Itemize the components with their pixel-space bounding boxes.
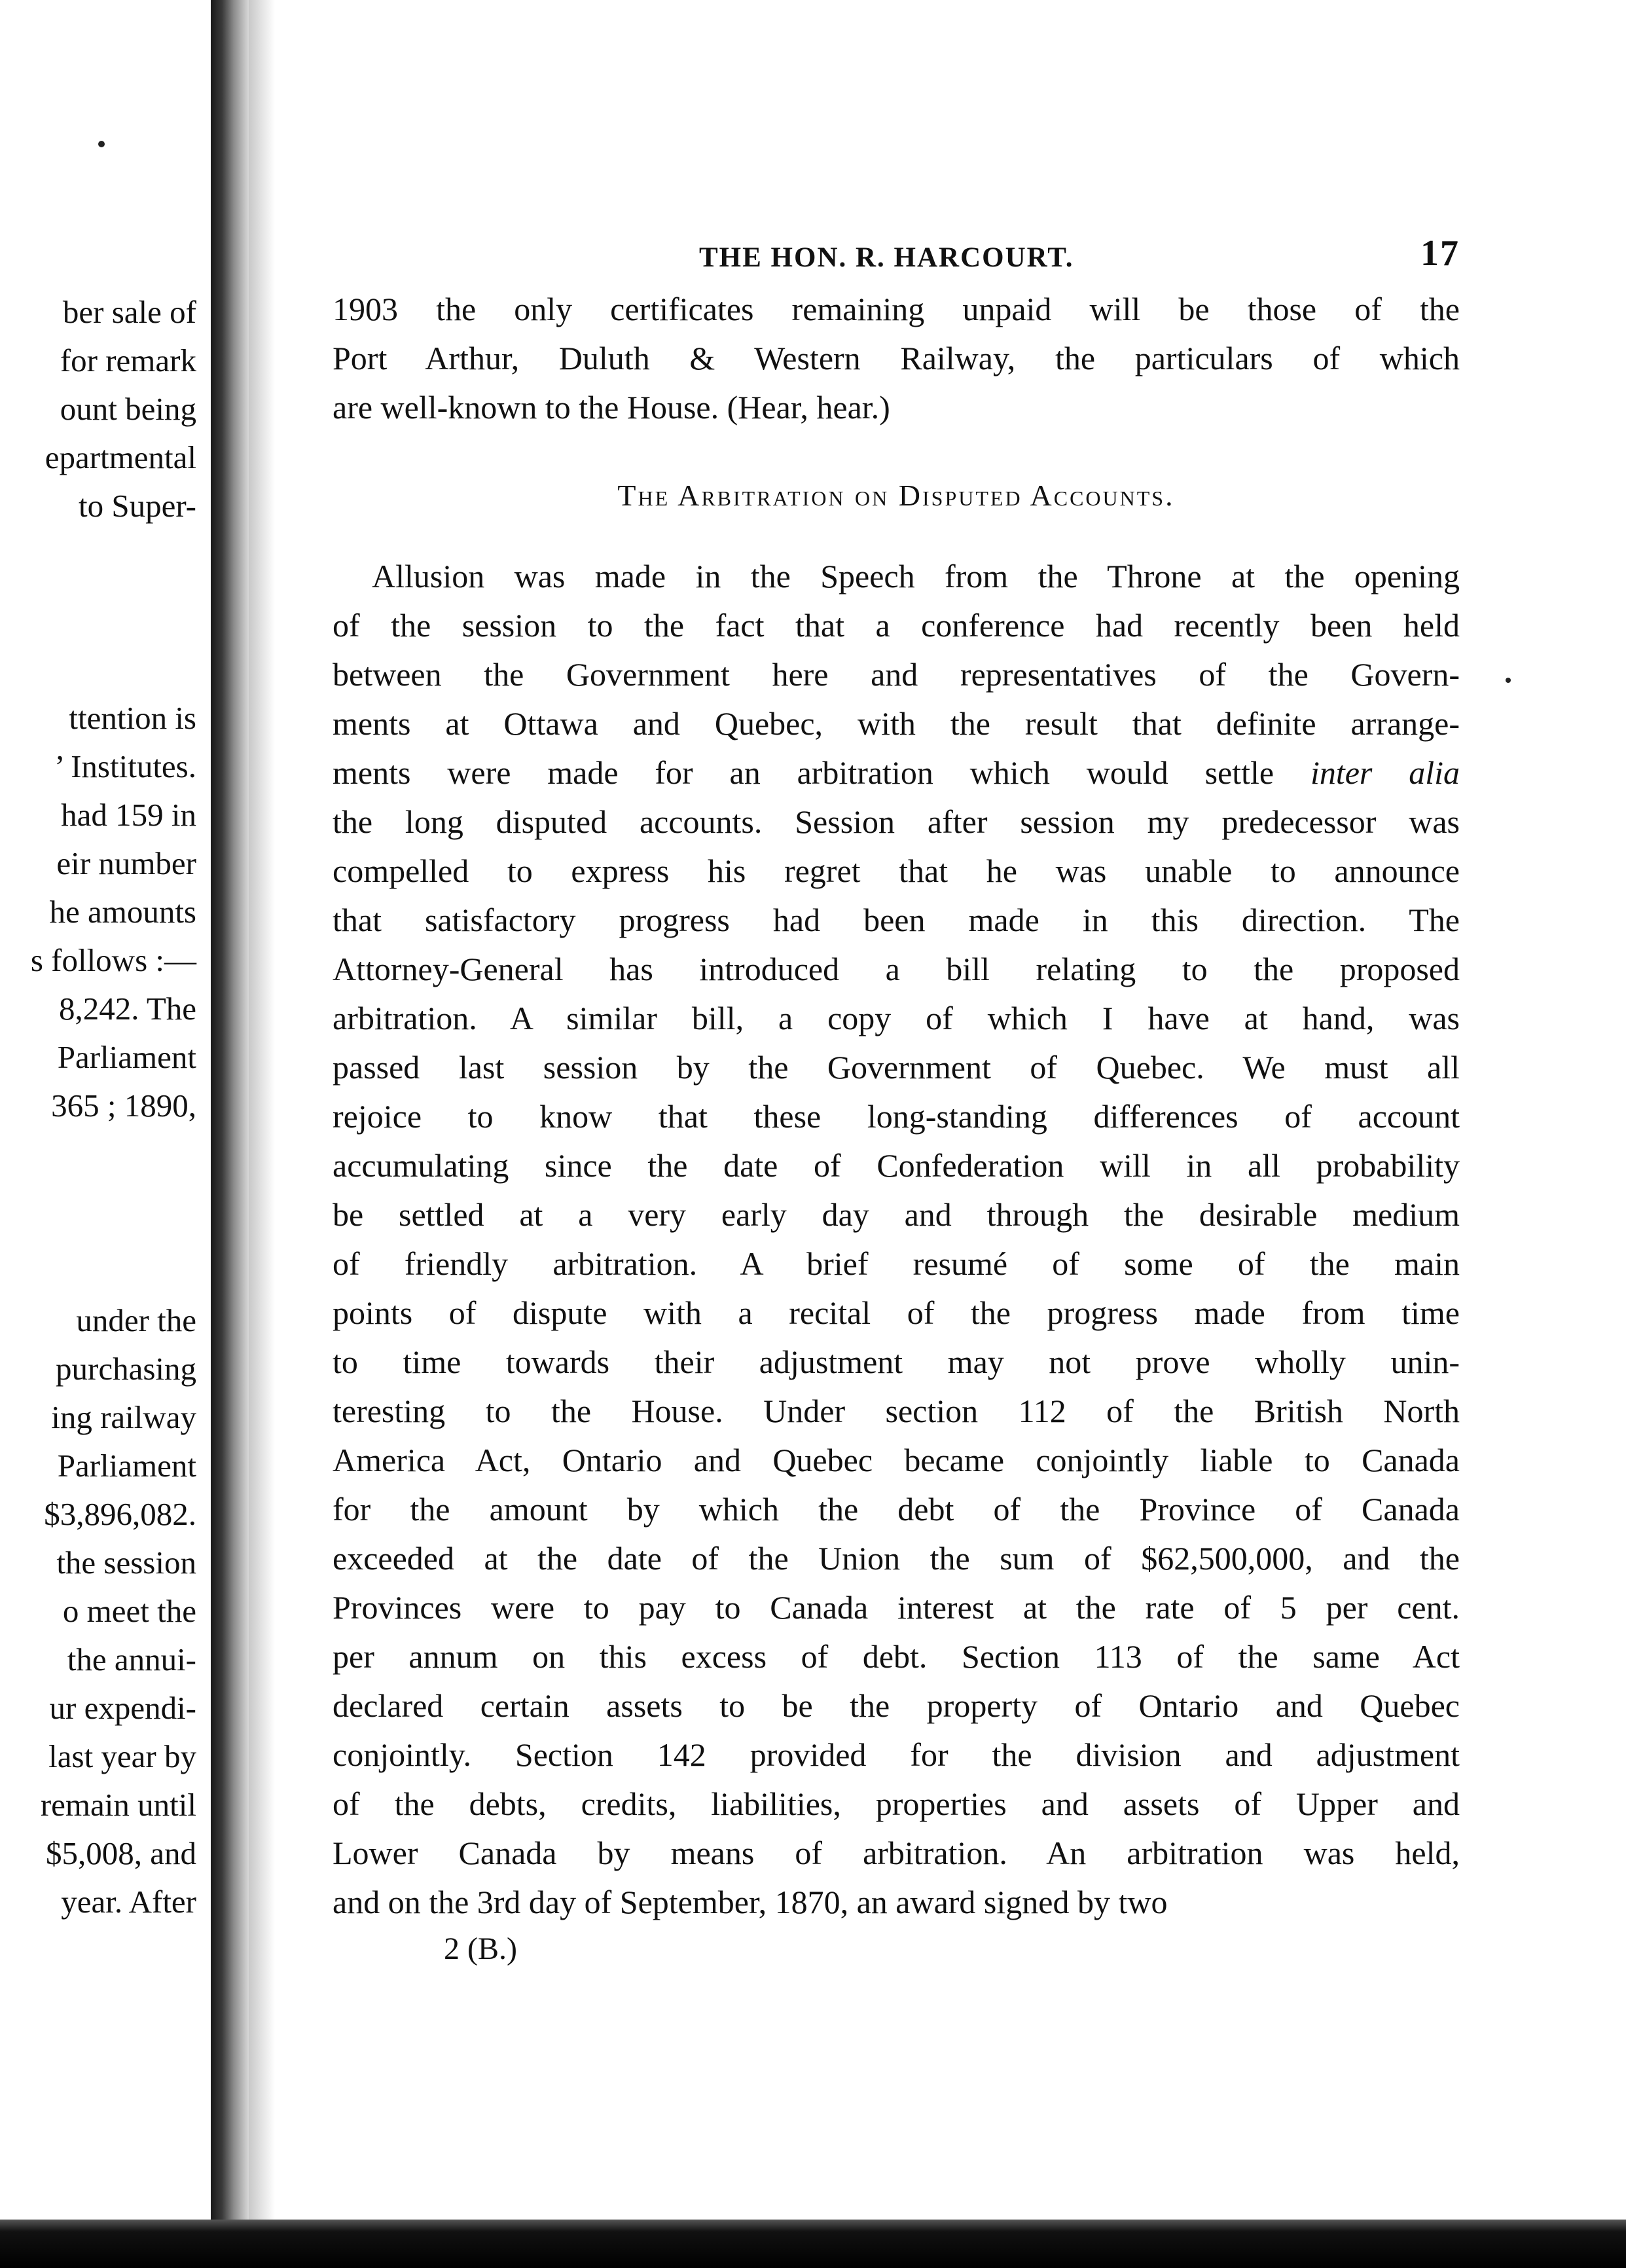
- text-line: rejoice to know that these long-standing differences of account: [333, 1098, 1460, 1135]
- facing-page-line: he amounts: [49, 894, 196, 930]
- facing-page-line: to Super-: [78, 488, 196, 524]
- page-number: 17: [1420, 233, 1460, 274]
- text-line: and on the 3rd day of September, 1870, an award signed by two: [333, 1884, 1168, 1920]
- facing-page-line: purchasing: [56, 1351, 196, 1387]
- facing-page-line: Parliament: [57, 1039, 196, 1075]
- text-line: are well-known to the House. (Hear, hear.): [333, 389, 890, 426]
- running-title: THE HON. R. HARCOURT.: [699, 242, 1074, 273]
- facing-page-line: Parliament: [57, 1448, 196, 1484]
- gutter-shading: [249, 0, 275, 2268]
- text-line: be settled at a very early day and through the desirable medium: [333, 1196, 1460, 1233]
- facing-page-line: o meet the: [62, 1593, 196, 1629]
- text-line: the long disputed accounts. Session after session my predecessor was: [333, 803, 1460, 840]
- text-line: of friendly arbitration. A brief resumé of some of the main: [333, 1245, 1460, 1282]
- text-line: per annum on this excess of debt. Section 113 of the same Act: [333, 1638, 1460, 1675]
- facing-page-line: ount being: [60, 391, 196, 427]
- speck-mark: [98, 141, 105, 147]
- text-line: ments at Ottawa and Quebec, with the result that definite arrange-: [333, 705, 1460, 742]
- facing-page-line: the session: [56, 1545, 196, 1581]
- text-line: 1903 the only certificates remaining unpaid will be those of the: [333, 291, 1460, 327]
- text-line: compelled to express his regret that he was unable to announce: [333, 852, 1460, 889]
- text-line: ments were made for an arbitration which would settle inter alia: [333, 754, 1460, 791]
- text-line: passed last session by the Government of Quebec. We must all: [333, 1049, 1460, 1086]
- facing-page-line: for remark: [60, 342, 196, 378]
- facing-page-line: ttention is: [69, 700, 196, 736]
- facing-page-line: $5,008, and: [46, 1835, 196, 1871]
- facing-page-line: year. After: [61, 1884, 196, 1920]
- text-line: conjointly. Section 142 provided for the division and adjustment: [333, 1736, 1460, 1773]
- intro-paragraph: [333, 285, 1460, 432]
- facing-page-line: ur expendi-: [49, 1690, 196, 1726]
- text-line: exceeded at the date of the Union the sum of $62,500,000, and the: [333, 1540, 1460, 1577]
- facing-page-line: epartmental: [45, 439, 196, 475]
- text-line: between the Government here and representatives of the Govern-: [333, 656, 1460, 693]
- signature-mark: 2 (B.): [444, 1931, 517, 1966]
- facing-page-line: ber sale of: [62, 294, 196, 330]
- text-line: declared certain assets to be the property of Ontario and Quebec: [333, 1687, 1460, 1724]
- text-line: Allusion was made in the Speech from the Throne at the opening: [372, 558, 1460, 594]
- text-line: that satisfactory progress had been made in this direction. The: [333, 902, 1460, 938]
- text-line: accumulating since the date of Confederation will in all probability: [333, 1147, 1460, 1184]
- facing-page-line: 365 ; 1890,: [51, 1088, 196, 1124]
- speck-mark: [1506, 678, 1511, 683]
- body-paragraph: [333, 552, 1460, 1927]
- text-line: points of dispute with a recital of the progress made from time: [333, 1294, 1460, 1331]
- facing-page-line: 8,242. The: [58, 991, 196, 1027]
- facing-page-line: remain until: [40, 1787, 196, 1823]
- text-line: arbitration. A similar bill, a copy of which I have at hand, was: [333, 1000, 1460, 1036]
- text-line: of the session to the fact that a conference had recently been held: [333, 607, 1460, 644]
- text-line: teresting to the House. Under section 112 of the British North: [333, 1393, 1460, 1429]
- section-heading: The Arbitration on Disputed Accounts.: [617, 479, 1175, 512]
- facing-page-line: ’ Institutes.: [54, 748, 196, 784]
- facing-page-line: last year by: [48, 1738, 196, 1774]
- text-line: of the debts, credits, liabilities, properties and assets of Upper and: [333, 1785, 1460, 1822]
- facing-page-line: under the: [76, 1302, 196, 1338]
- scan-bottom-edge: [0, 2220, 1626, 2268]
- book-spine-shadow: [211, 0, 249, 2268]
- facing-page-line: $3,896,082.: [44, 1496, 196, 1532]
- page-content: [333, 232, 1460, 1967]
- text-line: Lower Canada by means of arbitration. An arbitration was held,: [333, 1835, 1460, 1871]
- text-line: Attorney-General has introduced a bill relating to the proposed: [333, 951, 1460, 987]
- facing-page-line: ing railway: [51, 1399, 196, 1435]
- text-line: for the amount by which the debt of the Province of Canada: [333, 1491, 1460, 1527]
- text-line: America Act, Ontario and Quebec became conjointly liable to Canada: [333, 1442, 1460, 1478]
- text-line: Provinces were to pay to Canada interest at the rate of 5 per cent.: [333, 1589, 1460, 1626]
- facing-page-line: eir number: [56, 845, 196, 881]
- text-line: to time towards their adjustment may not prove wholly unin-: [333, 1344, 1460, 1380]
- running-header: [333, 232, 1460, 285]
- facing-page-line: s follows :—: [30, 942, 196, 978]
- facing-page-line: had 159 in: [61, 797, 196, 833]
- facing-page-line: the annui-: [67, 1641, 196, 1677]
- text-line: Port Arthur, Duluth & Western Railway, the particulars of which: [333, 340, 1460, 376]
